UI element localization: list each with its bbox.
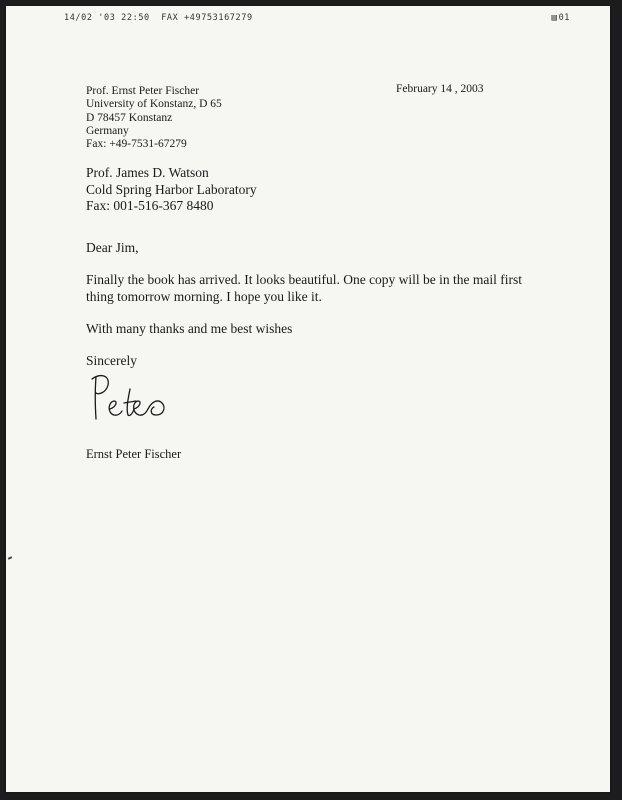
letter-page — [6, 6, 610, 792]
recipient-address-block — [86, 165, 257, 215]
recipient-name: Prof. James D. Watson — [86, 165, 209, 180]
sender-address-block — [86, 85, 222, 151]
sender-country: Germany — [86, 124, 129, 137]
page-icon: ▤ — [551, 13, 558, 23]
letter-paragraph-1 — [86, 272, 556, 305]
recipient-institution: Cold Spring Harbor Laboratory — [86, 181, 257, 197]
letter-paragraph-2: With many thanks and me best wishes — [86, 321, 293, 336]
sender-fax: Fax: +49-7531-67279 — [86, 138, 187, 151]
letter-date: February 14 , 2003 — [396, 83, 484, 95]
paragraph-1-line-1: Finally the book has arrived. It looks beautiful. One copy will be in the mail first — [86, 272, 523, 287]
sender-city: D 78457 Konstanz — [86, 111, 173, 124]
sender-name: Prof. Ernst Peter Fischer — [86, 85, 200, 97]
fax-page-number — [552, 13, 570, 23]
fax-transmission-header: 14/02 '03 22:50 FAX +49753167279 — [64, 13, 253, 23]
letter-salutation: Dear Jim, — [86, 240, 139, 255]
paragraph-1-line-2: thing tomorrow morning. I hope you like it. — [86, 288, 322, 304]
sender-institution: University of Konstanz, D 65 — [86, 98, 222, 111]
handwritten-signature — [88, 371, 172, 433]
fax-page-number-value: 01 — [558, 13, 570, 23]
letter-closing: Sincerely — [86, 353, 137, 368]
signer-name: Ernst Peter Fischer — [86, 447, 182, 461]
recipient-fax: Fax: 001-516-367 8480 — [86, 198, 214, 213]
